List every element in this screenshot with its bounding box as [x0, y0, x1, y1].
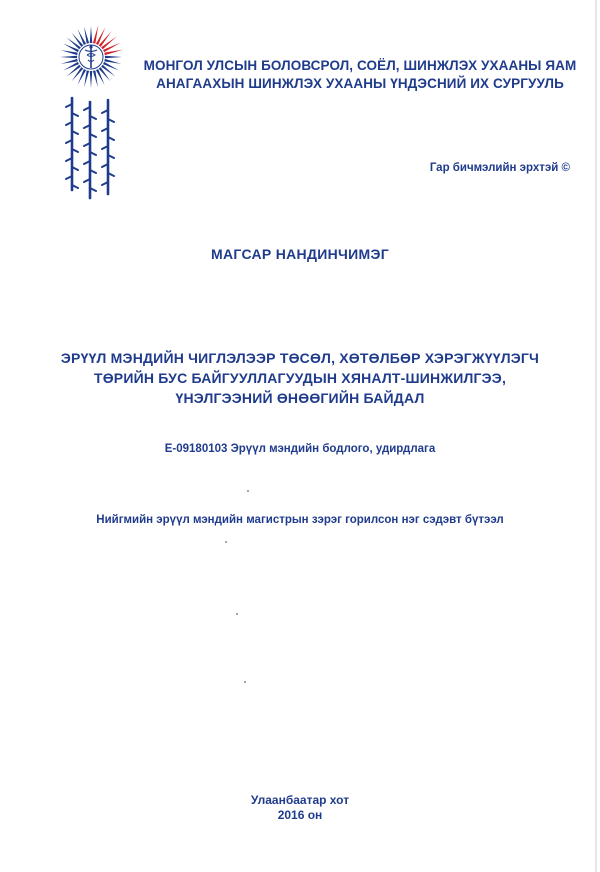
- degree-statement: Нийгмийн эрүүл мэндийн магистрын зэрэг горилсон нэг сэдэвт бүтээл: [96, 514, 504, 526]
- university-name: АНАГААХЫН ШИНЖЛЭХ УХААНЫ ҮНДЭСНИЙ ИХ СУРГУУЛЬ: [156, 76, 564, 91]
- scan-speck: [225, 541, 227, 543]
- city: Улаанбаатар хот: [250, 793, 350, 807]
- sunburst-ray: [99, 67, 111, 81]
- ministry-name: МОНГОЛ УЛСЫН БОЛОВСРОЛ, СОЁЛ, ШИНЖЛЭХ УХААНЫ ЯАМ: [143, 58, 577, 73]
- sunburst-ray: [72, 33, 84, 47]
- thesis-title-line-2: ТӨРИЙН БУС БАЙГУУЛЛАГУУДЫН ХЯНАЛТ-ШИНЖИЛГЭЭ,: [93, 370, 507, 386]
- sunburst-ray: [60, 56, 77, 59]
- sunburst-ray: [72, 67, 84, 81]
- scan-speck: [236, 613, 238, 615]
- scan-edge-shadow: [595, 0, 597, 872]
- mongolian-script-emblem: [58, 94, 128, 202]
- sunburst-ray: [90, 71, 93, 88]
- sunburst-ray: [104, 59, 121, 64]
- thesis-title-line-3: ҮНЭЛГЭЭНИЙ ӨНӨӨГИЙН БАЙДАЛ: [175, 390, 425, 406]
- sunburst-ray: [93, 70, 98, 87]
- place-and-year: [0, 793, 600, 823]
- scan-speck: [244, 681, 246, 683]
- sunburst-ray: [61, 59, 78, 64]
- sunburst-ray: [67, 38, 81, 50]
- sunburst-ray: [67, 65, 81, 77]
- specialty-code: Е-09180103 Эрүүл мэндийн бодлого, удирдлага: [164, 443, 436, 455]
- sunburst-ray: [93, 25, 98, 44]
- sunburst-ray: [84, 70, 89, 87]
- sunburst-ray: [90, 26, 93, 43]
- sunburst-ray: [84, 27, 89, 44]
- sunburst-ray: [101, 65, 115, 77]
- thesis-title-line-1: ЭРҮҮЛ МЭНДИЙН ЧИГЛЭЛЭЭР ТӨСӨЛ, ХӨТӨЛБӨР ХЭРЭГЖҮҮЛЭГЧ: [60, 350, 540, 366]
- year: 2016 он: [277, 808, 323, 822]
- sunburst-ray: [61, 50, 78, 55]
- sunburst-ray: [104, 50, 123, 55]
- copyright-notice: Гар бичмэлийн эрхтэй ©: [429, 162, 570, 174]
- author-name: МАГСАР НАНДИНЧИМЭГ: [211, 246, 389, 262]
- institution-header: [130, 57, 590, 93]
- thesis-title: [40, 348, 560, 408]
- scan-speck: [247, 490, 249, 492]
- caduceus-sunburst-icon: [56, 22, 126, 92]
- sunburst-ray: [105, 56, 122, 59]
